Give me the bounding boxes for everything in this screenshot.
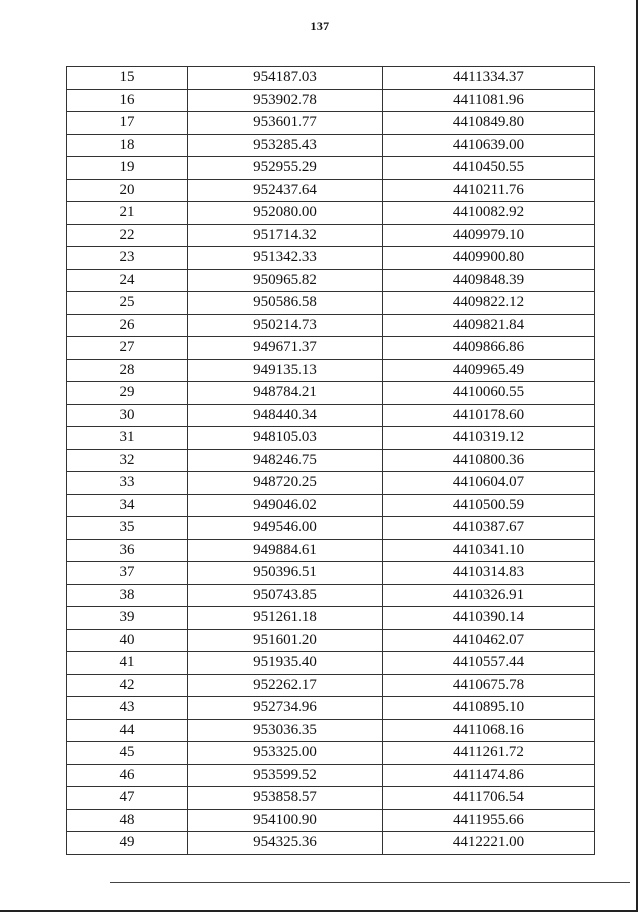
coordinates-table-body xyxy=(67,67,595,855)
table-row xyxy=(67,382,595,405)
y-coordinate-cell: 4409979.10 xyxy=(383,224,595,247)
y-coordinate-cell: 4409965.49 xyxy=(383,359,595,382)
y-coordinate-cell: 4410082.92 xyxy=(383,202,595,225)
point-number-cell: 41 xyxy=(67,652,188,675)
table-row xyxy=(67,674,595,697)
point-number-cell: 46 xyxy=(67,764,188,787)
x-coordinate-cell: 952955.29 xyxy=(188,157,383,180)
table-row xyxy=(67,584,595,607)
table-row xyxy=(67,607,595,630)
table-row xyxy=(67,427,595,450)
page-number: 137 xyxy=(310,19,330,33)
table-row xyxy=(67,202,595,225)
x-coordinate-cell: 954325.36 xyxy=(188,832,383,855)
x-coordinate-cell: 951342.33 xyxy=(188,247,383,270)
point-number-cell: 21 xyxy=(67,202,188,225)
x-coordinate-cell: 950586.58 xyxy=(188,292,383,315)
y-coordinate-cell: 4410314.83 xyxy=(383,562,595,585)
x-coordinate-cell: 950214.73 xyxy=(188,314,383,337)
point-number-cell: 35 xyxy=(67,517,188,540)
point-number-cell: 33 xyxy=(67,472,188,495)
point-number-cell: 29 xyxy=(67,382,188,405)
table-row xyxy=(67,337,595,360)
x-coordinate-cell: 949671.37 xyxy=(188,337,383,360)
table-row xyxy=(67,517,595,540)
y-coordinate-cell: 4410639.00 xyxy=(383,134,595,157)
table-row xyxy=(67,404,595,427)
point-number-cell: 22 xyxy=(67,224,188,247)
table-row xyxy=(67,719,595,742)
y-coordinate-cell: 4411068.16 xyxy=(383,719,595,742)
table-row xyxy=(67,67,595,90)
table-row xyxy=(67,494,595,517)
x-coordinate-cell: 948720.25 xyxy=(188,472,383,495)
x-coordinate-cell: 949884.61 xyxy=(188,539,383,562)
x-coordinate-cell: 953285.43 xyxy=(188,134,383,157)
y-coordinate-cell: 4410390.14 xyxy=(383,607,595,630)
point-number-cell: 38 xyxy=(67,584,188,607)
point-number-cell: 40 xyxy=(67,629,188,652)
point-number-cell: 39 xyxy=(67,607,188,630)
table-row xyxy=(67,134,595,157)
point-number-cell: 27 xyxy=(67,337,188,360)
point-number-cell: 44 xyxy=(67,719,188,742)
x-coordinate-cell: 950965.82 xyxy=(188,269,383,292)
table-row xyxy=(67,179,595,202)
y-coordinate-cell: 4409900.80 xyxy=(383,247,595,270)
table-row xyxy=(67,224,595,247)
table-row xyxy=(67,764,595,787)
x-coordinate-cell: 953601.77 xyxy=(188,112,383,135)
x-coordinate-cell: 953858.57 xyxy=(188,787,383,810)
point-number-cell: 19 xyxy=(67,157,188,180)
point-number-cell: 37 xyxy=(67,562,188,585)
point-number-cell: 17 xyxy=(67,112,188,135)
y-coordinate-cell: 4410675.78 xyxy=(383,674,595,697)
table-row xyxy=(67,449,595,472)
y-coordinate-cell: 4410341.10 xyxy=(383,539,595,562)
table-row xyxy=(67,562,595,585)
bottom-rule xyxy=(110,882,630,883)
point-number-cell: 32 xyxy=(67,449,188,472)
y-coordinate-cell: 4410557.44 xyxy=(383,652,595,675)
x-coordinate-cell: 954100.90 xyxy=(188,809,383,832)
x-coordinate-cell: 953036.35 xyxy=(188,719,383,742)
point-number-cell: 24 xyxy=(67,269,188,292)
point-number-cell: 25 xyxy=(67,292,188,315)
table-row xyxy=(67,697,595,720)
y-coordinate-cell: 4410319.12 xyxy=(383,427,595,450)
x-coordinate-cell: 953325.00 xyxy=(188,742,383,765)
point-number-cell: 49 xyxy=(67,832,188,855)
table-row xyxy=(67,809,595,832)
y-coordinate-cell: 4411955.66 xyxy=(383,809,595,832)
y-coordinate-cell: 4411334.37 xyxy=(383,67,595,90)
point-number-cell: 16 xyxy=(67,89,188,112)
x-coordinate-cell: 948440.34 xyxy=(188,404,383,427)
point-number-cell: 43 xyxy=(67,697,188,720)
y-coordinate-cell: 4410326.91 xyxy=(383,584,595,607)
y-coordinate-cell: 4410604.07 xyxy=(383,472,595,495)
x-coordinate-cell: 950396.51 xyxy=(188,562,383,585)
y-coordinate-cell: 4410500.59 xyxy=(383,494,595,517)
point-number-cell: 28 xyxy=(67,359,188,382)
x-coordinate-cell: 950743.85 xyxy=(188,584,383,607)
x-coordinate-cell: 949546.00 xyxy=(188,517,383,540)
table-row xyxy=(67,292,595,315)
x-coordinate-cell: 951261.18 xyxy=(188,607,383,630)
x-coordinate-cell: 952437.64 xyxy=(188,179,383,202)
y-coordinate-cell: 4410462.07 xyxy=(383,629,595,652)
table-row xyxy=(67,629,595,652)
y-coordinate-cell: 4409821.84 xyxy=(383,314,595,337)
point-number-cell: 42 xyxy=(67,674,188,697)
x-coordinate-cell: 949046.02 xyxy=(188,494,383,517)
table-row xyxy=(67,157,595,180)
y-coordinate-cell: 4409822.12 xyxy=(383,292,595,315)
x-coordinate-cell: 952080.00 xyxy=(188,202,383,225)
x-coordinate-cell: 951935.40 xyxy=(188,652,383,675)
y-coordinate-cell: 4410895.10 xyxy=(383,697,595,720)
y-coordinate-cell: 4409866.86 xyxy=(383,337,595,360)
y-coordinate-cell: 4410387.67 xyxy=(383,517,595,540)
x-coordinate-cell: 948105.03 xyxy=(188,427,383,450)
point-number-cell: 47 xyxy=(67,787,188,810)
y-coordinate-cell: 4412221.00 xyxy=(383,832,595,855)
table-row xyxy=(67,832,595,855)
table-row xyxy=(67,652,595,675)
point-number-cell: 34 xyxy=(67,494,188,517)
table-row xyxy=(67,247,595,270)
point-number-cell: 31 xyxy=(67,427,188,450)
table-row xyxy=(67,787,595,810)
x-coordinate-cell: 952734.96 xyxy=(188,697,383,720)
y-coordinate-cell: 4410178.60 xyxy=(383,404,595,427)
y-coordinate-cell: 4410060.55 xyxy=(383,382,595,405)
y-coordinate-cell: 4410211.76 xyxy=(383,179,595,202)
x-coordinate-cell: 952262.17 xyxy=(188,674,383,697)
point-number-cell: 15 xyxy=(67,67,188,90)
x-coordinate-cell: 954187.03 xyxy=(188,67,383,90)
y-coordinate-cell: 4411081.96 xyxy=(383,89,595,112)
y-coordinate-cell: 4411261.72 xyxy=(383,742,595,765)
point-number-cell: 36 xyxy=(67,539,188,562)
point-number-cell: 48 xyxy=(67,809,188,832)
x-coordinate-cell: 951714.32 xyxy=(188,224,383,247)
x-coordinate-cell: 948246.75 xyxy=(188,449,383,472)
table-row xyxy=(67,472,595,495)
y-coordinate-cell: 4410450.55 xyxy=(383,157,595,180)
x-coordinate-cell: 953902.78 xyxy=(188,89,383,112)
point-number-cell: 30 xyxy=(67,404,188,427)
point-number-cell: 20 xyxy=(67,179,188,202)
point-number-cell: 26 xyxy=(67,314,188,337)
y-coordinate-cell: 4410849.80 xyxy=(383,112,595,135)
table-row xyxy=(67,539,595,562)
table-row xyxy=(67,359,595,382)
point-number-cell: 45 xyxy=(67,742,188,765)
y-coordinate-cell: 4409848.39 xyxy=(383,269,595,292)
table-row xyxy=(67,742,595,765)
table-row xyxy=(67,89,595,112)
point-number-cell: 18 xyxy=(67,134,188,157)
table-row xyxy=(67,269,595,292)
table-row xyxy=(67,314,595,337)
coordinates-table xyxy=(66,66,595,855)
point-number-cell: 23 xyxy=(67,247,188,270)
x-coordinate-cell: 948784.21 xyxy=(188,382,383,405)
x-coordinate-cell: 953599.52 xyxy=(188,764,383,787)
x-coordinate-cell: 949135.13 xyxy=(188,359,383,382)
x-coordinate-cell: 951601.20 xyxy=(188,629,383,652)
table-row xyxy=(67,112,595,135)
y-coordinate-cell: 4411706.54 xyxy=(383,787,595,810)
y-coordinate-cell: 4410800.36 xyxy=(383,449,595,472)
y-coordinate-cell: 4411474.86 xyxy=(383,764,595,787)
